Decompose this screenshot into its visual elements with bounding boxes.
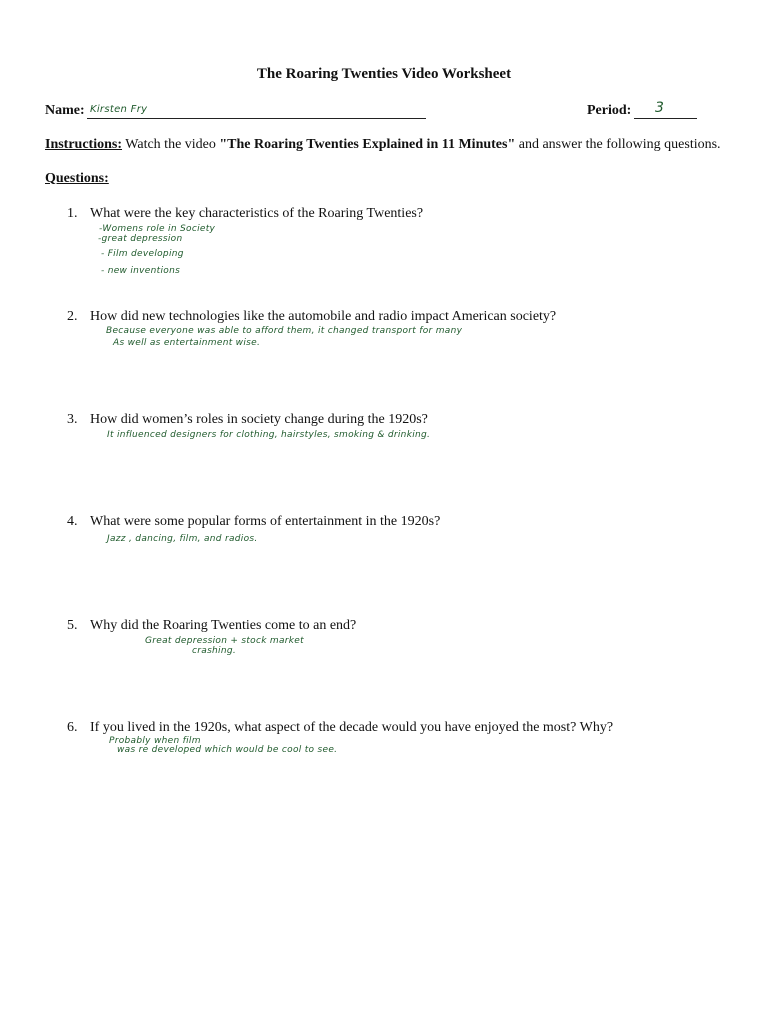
question-text: How did women’s roles in society change during the 1920s? <box>90 412 428 427</box>
answer-4-line-1: Jazz , dancing, film, and radios. <box>107 534 258 544</box>
answer-6-line-2: was re developed which would be cool to see. <box>117 745 338 755</box>
question-6 <box>67 720 613 736</box>
period-line <box>634 118 697 119</box>
answer-1-line-3: - Film developing <box>101 249 184 259</box>
answer-5-line-2: crashing. <box>192 646 237 656</box>
questions-heading: Questions: <box>45 171 109 186</box>
name-line <box>87 118 426 119</box>
question-text: What were some popular forms of entertainment in the 1920s? <box>90 514 441 529</box>
period-label: Period: <box>587 103 632 118</box>
question-number: 5. <box>67 618 78 633</box>
question-number: 2. <box>67 309 78 324</box>
question-number: 3. <box>67 412 78 427</box>
question-number: 1. <box>67 206 78 221</box>
answer-2-line-2: As well as entertainment wise. <box>113 338 261 348</box>
instructions-pre: Watch the video <box>122 137 220 152</box>
question-text: How did new technologies like the automobile and radio impact American society? <box>90 309 557 324</box>
question-text: What were the key characteristics of the Roaring Twenties? <box>90 206 424 221</box>
instructions-post: and answer the following questions. <box>515 137 721 152</box>
name-label: Name: <box>45 103 85 118</box>
worksheet-title: The Roaring Twenties Video Worksheet <box>256 66 512 82</box>
answer-1-line-4: - new inventions <box>101 266 181 276</box>
video-title: "The Roaring Twenties Explained in 11 Minutes" <box>219 137 516 152</box>
answer-3-line-1: It influenced designers for clothing, hairstyles, smoking & drinking. <box>107 430 431 440</box>
answer-6-line-1: Probably when film <box>109 736 201 746</box>
question-5 <box>67 618 356 634</box>
instructions-label: Instructions: <box>45 137 123 152</box>
instructions <box>45 137 745 153</box>
question-number: 6. <box>67 720 78 735</box>
question-text: Why did the Roaring Twenties come to an end? <box>90 618 357 633</box>
answer-1-line-1: -Womens role in Society <box>99 224 216 234</box>
answer-2-line-1: Because everyone was able to afford them, it changed transport for many <box>106 326 463 336</box>
period-value: 3 <box>655 100 665 116</box>
name-value: Kirsten Fry <box>90 104 148 115</box>
question-text: If you lived in the 1920s, what aspect of the decade would you have enjoyed the most? Why? <box>90 720 614 735</box>
question-1 <box>67 206 423 222</box>
answer-1-line-2: -great depression <box>98 234 183 244</box>
question-4 <box>67 514 440 530</box>
question-2 <box>67 309 556 325</box>
question-number: 4. <box>67 514 78 529</box>
question-3 <box>67 412 428 428</box>
answer-5-line-1: Great depression + stock market <box>145 636 304 646</box>
